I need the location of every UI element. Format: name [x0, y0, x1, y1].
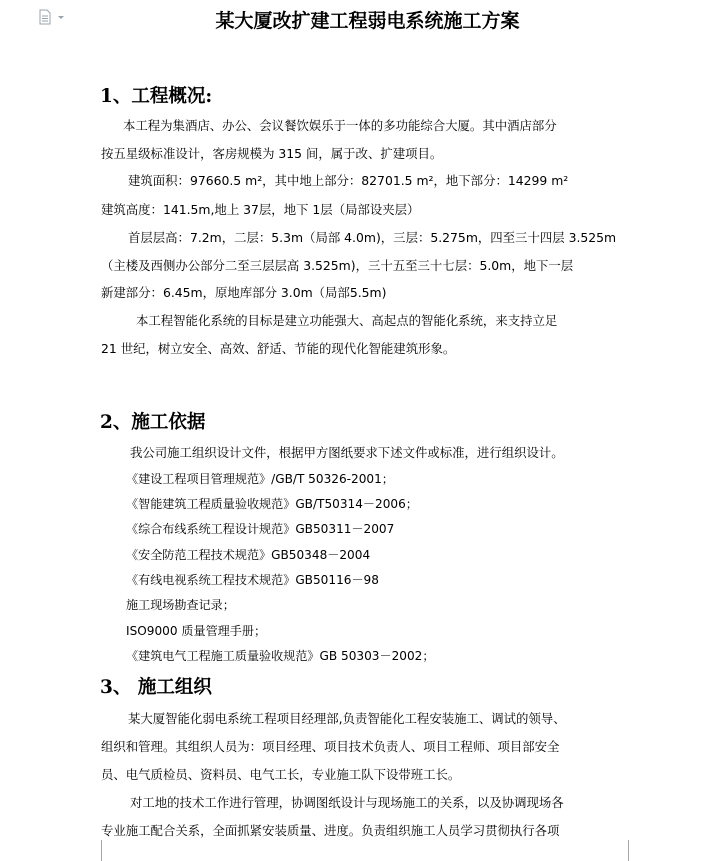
reference-item: 《安全防范工程技术规范》GB50348－2004	[126, 548, 371, 562]
section-1-line: 21 世纪，树立安全、高效、舒适、节能的现代化智能建筑形象。	[101, 341, 456, 356]
reference-item: 《综合布线系统工程设计规范》GB50311－2007	[126, 522, 395, 536]
section-3-line: 某大厦智能化弱电系统工程项目经理部,负责智能化工程安装施工、调试的领导、	[128, 711, 566, 726]
reference-item: 《建筑电气工程施工质量验收规范》GB 50303－2002；	[126, 649, 435, 663]
reference-item: ISO9000 质量管理手册；	[126, 624, 267, 638]
section-1-line: 建筑高度：141.5m,地上 37层，地下 1层（局部设夹层）	[101, 202, 420, 217]
section-1-line: 按五星级标准设计，客房规模为 315 间，属于改、扩建项目。	[101, 146, 443, 161]
reference-item: 《建设工程项目管理规范》/GB/T 50326-2001；	[126, 472, 394, 486]
reference-item: 《智能建筑工程质量验收规范》GB/T50314－2006；	[126, 497, 418, 511]
section-1-line: 本工程智能化系统的目标是建立功能强大、高起点的智能化系统，来支持立足	[136, 313, 558, 328]
section-3-line: 组织和管理。其组织人员为：项目经理、项目技术负责人、项目工程师、项目部安全	[101, 739, 560, 754]
section-1-line: 首层层高：7.2m，二层：5.3m（局部 4.0m)，三层：5.275m，四至三十四层 3.525m	[128, 230, 617, 245]
section-3-line: 对工地的技术工作进行管理，协调图纸设计与现场施工的关系，以及协调现场各	[130, 795, 564, 810]
reference-item: 《有线电视系统工程技术规范》GB50116－98	[126, 573, 379, 587]
section-3-line: 员、电气质检员、资料员、电气工长，专业施工队下设带班工长。	[101, 767, 461, 782]
section-1-line: 建筑面积：97660.5 m²，其中地上部分：82701.5 m²，地下部分：14299 m²	[128, 173, 569, 188]
section-2-heading: 2、施工依据	[100, 412, 206, 433]
section-1-line: 新建部分：6.45m，原地库部分 3.0m（局部5.5m)	[101, 285, 387, 300]
section-3-heading: 3、 施工组织	[100, 677, 212, 698]
crop-mark	[628, 840, 629, 861]
crop-mark	[101, 840, 102, 861]
section-1-heading: 1、工程概况:	[100, 86, 213, 107]
section-1-line: （主楼及西侧办公部分二至三层层高 3.525m)，三十五至三十七层：5.0m，地下一层	[101, 258, 574, 273]
section-2-intro: 我公司施工组织设计文件，根据甲方图纸要求下述文件或标准，进行组织设计。	[130, 445, 564, 460]
reference-item: 施工现场勘查记录；	[126, 598, 235, 612]
section-1-line: 本工程为集酒店、办公、会议餐饮娱乐于一体的多功能综合大厦。其中酒店部分	[123, 118, 557, 133]
section-3-line: 专业施工配合关系，全面抓紧安装质量、进度。负责组织施工人员学习贯彻执行各项	[101, 823, 560, 838]
document-title: 某大厦改扩建工程弱电系统施工方案	[215, 10, 520, 32]
